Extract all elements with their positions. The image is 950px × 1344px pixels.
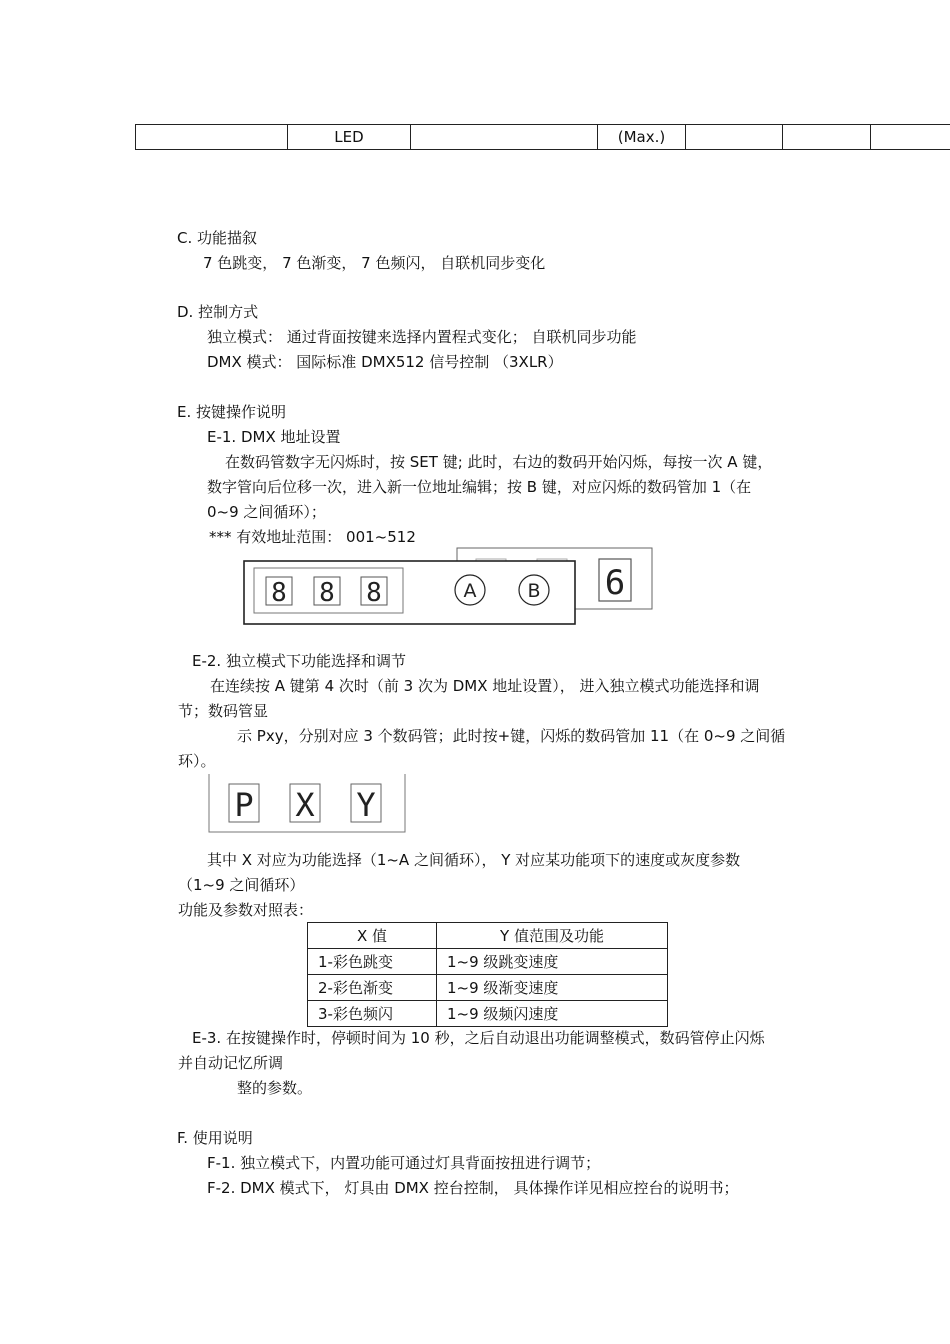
section-d-line-2: DMX 模式： 国际标准 DMX512 信号控制 （3XLR） — [207, 353, 563, 371]
table-row — [136, 125, 950, 150]
button-a-label: A — [463, 580, 477, 602]
table-row — [308, 975, 668, 1001]
e2-paragraph-line-4: 环）。 — [178, 752, 216, 770]
popup-digit: 6 — [604, 563, 626, 603]
f1-text: F-1. 独立模式下，内置功能可通过灯具背面按扭进行调节； — [207, 1154, 601, 1172]
pxy-display-illustration — [207, 772, 407, 836]
table-cell: 1-彩色跳变 — [308, 949, 437, 975]
function-parameter-table — [307, 922, 668, 1027]
e2-paragraph-line-1: 在连续按 A 键第 4 次时（前 3 次为 DMX 地址设置）， 进入独立模式功能选择和调 — [210, 677, 760, 695]
e3-paragraph-line-1: E-3. 在按键操作时，停顿时间为 10 秒，之后自动退出功能调整模式，数码管停止闪烁 — [192, 1029, 765, 1047]
table-row — [308, 949, 668, 975]
e3-paragraph-line-2: 并自动记忆所调 — [178, 1054, 284, 1072]
e1-paragraph-line-2: 数字管向后位移一次，进入新一位地址编辑；按 B 键，对应闪烁的数码管加 1（在 — [207, 478, 752, 496]
table-row — [308, 1001, 668, 1027]
segment-digit-x: X — [295, 786, 315, 824]
e1-address-range: *** 有效地址范围： 001~512 — [209, 528, 416, 546]
segment-digit-2: 8 — [319, 578, 335, 608]
section-c-heading: C. 功能描叙 — [177, 229, 258, 247]
table-cell: 1~9 级渐变速度 — [437, 975, 668, 1001]
segment-digit-p: P — [234, 786, 254, 824]
table-cell — [686, 125, 783, 150]
table-cell: 1~9 级频闪速度 — [437, 1001, 668, 1027]
segment-digit-3: 8 — [366, 578, 382, 608]
section-d-heading: D. 控制方式 — [177, 303, 259, 321]
e1-title: E-1. DMX 地址设置 — [207, 428, 341, 446]
table-cell: 2-彩色渐变 — [308, 975, 437, 1001]
e2-paragraph-line-2: 节；数码管显 — [178, 702, 269, 720]
e1-paragraph-line-1: 在数码管数字无闪烁时，按 SET 键; 此时，右边的数码开始闪烁，每按一次 A 键， — [225, 453, 773, 471]
table-cell — [411, 125, 598, 150]
segment-digit-y: Y — [356, 786, 376, 824]
section-c-text: 7 色跳变， 7 色渐变， 7 色频闪， 自联机同步变化 — [203, 254, 546, 272]
section-d-line-1: 独立模式： 通过背面按键来选择内置程式变化； 自联机同步功能 — [207, 328, 637, 346]
xy-paragraph-line-2: （1~9 之间循环） — [178, 876, 305, 894]
xy-paragraph-line-1: 其中 X 对应为功能选择（1~A 之间循环）， Y 对应某功能项下的速度或灰度参数 — [207, 851, 741, 869]
table-cell: 3-彩色频闪 — [308, 1001, 437, 1027]
segment-digit-1: 8 — [271, 578, 287, 608]
e3-paragraph-line-3: 整的参数。 — [237, 1079, 313, 1097]
table-cell: LED — [288, 125, 411, 150]
led-panel-illustration — [240, 545, 660, 630]
e2-title: E-2. 独立模式下功能选择和调节 — [192, 652, 406, 670]
table-cell — [783, 125, 871, 150]
button-b-label: B — [527, 580, 541, 602]
table-header-row — [308, 923, 668, 949]
table-header: Y 值范围及功能 — [437, 923, 668, 949]
f2-text: F-2. DMX 模式下， 灯具由 DMX 控台控制， 具体操作详见相应控台的说明书； — [207, 1179, 739, 1197]
table-cell: 1~9 级跳变速度 — [437, 949, 668, 975]
table-cell — [136, 125, 288, 150]
e2-paragraph-line-3: 示 Pxy，分别对应 3 个数码管；此时按+键，闪烁的数码管加 11（在 0~9 之间循 — [237, 727, 786, 745]
table-cell — [871, 125, 950, 150]
table-cell: (Max.) — [598, 125, 686, 150]
table-header: X 值 — [308, 923, 437, 949]
section-f-heading: F. 使用说明 — [177, 1129, 253, 1147]
table-caption: 功能及参数对照表： — [178, 901, 314, 919]
section-e-heading: E. 按键操作说明 — [177, 403, 287, 421]
e1-paragraph-line-3: 0~9 之间循环）； — [207, 503, 326, 521]
spec-table-row — [135, 124, 950, 150]
